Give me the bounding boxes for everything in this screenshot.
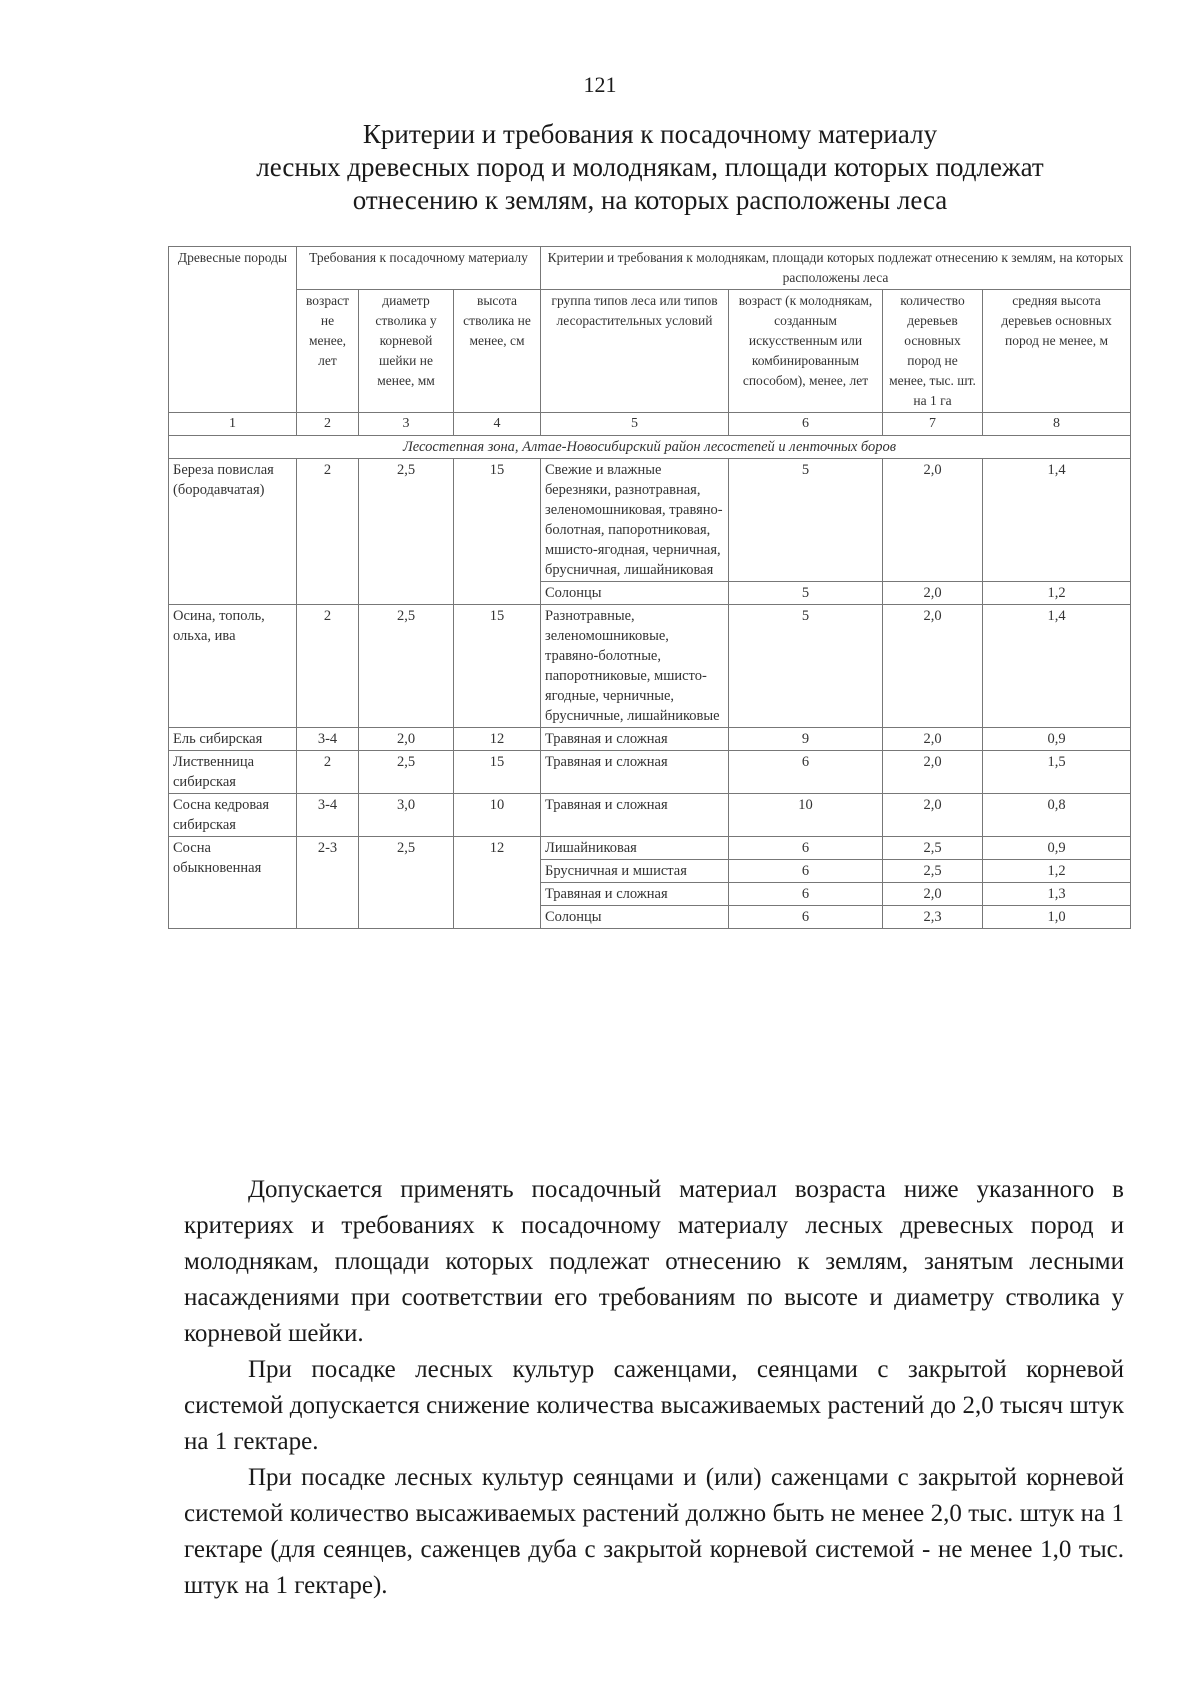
column-number: 4 bbox=[454, 413, 541, 436]
header-avg-height: средняя высота деревьев основных пород не менее, м bbox=[983, 290, 1131, 413]
criteria-table bbox=[168, 246, 1131, 929]
avg-height-cell: 1,5 bbox=[983, 751, 1131, 794]
forest-type-cell: Травяная и сложная bbox=[541, 728, 729, 751]
forest-type-cell: Лишайниковая bbox=[541, 837, 729, 860]
table-row bbox=[169, 728, 1131, 751]
column-number-row bbox=[169, 413, 1131, 436]
forest-type-cell: Солонцы bbox=[541, 582, 729, 605]
avg-height-cell: 1,2 bbox=[983, 860, 1131, 883]
column-number: 6 bbox=[729, 413, 883, 436]
diameter-cell: 2,0 bbox=[359, 728, 454, 751]
avg-height-cell: 0,8 bbox=[983, 794, 1131, 837]
age-cell: 2 bbox=[297, 605, 359, 728]
table-row bbox=[169, 837, 1131, 860]
species-cell: Береза повислая (бородавчатая) bbox=[169, 459, 297, 605]
forest-type-cell: Травяная и сложная bbox=[541, 883, 729, 906]
height-cell: 10 bbox=[454, 794, 541, 837]
paragraph: При посадке лесных культур сеянцами и (или) саженцами с закрытой корневой системой количество высаживаемых растений должно быть не менее 2,0 тыс. штук на 1 гектаре (для сеянцев, саженцев дуба с закрытой корневой системой - не менее 1,0 тыс. штук на 1 гектаре). bbox=[184, 1464, 1124, 1599]
diameter-cell: 2,5 bbox=[359, 459, 454, 605]
table-row bbox=[169, 459, 1131, 582]
avg-height-cell: 1,4 bbox=[983, 459, 1131, 582]
young-age-cell: 6 bbox=[729, 883, 883, 906]
tree-count-cell: 2,5 bbox=[883, 860, 983, 883]
header-forest-type: группа типов леса или типов лесорастительных условий bbox=[541, 290, 729, 413]
zone-label: Лесостепная зона, Алтае-Новосибирский район лесостепей и ленточных боров bbox=[169, 436, 1131, 459]
diameter-cell: 2,5 bbox=[359, 837, 454, 929]
document-title bbox=[200, 118, 1100, 217]
avg-height-cell: 1,2 bbox=[983, 582, 1131, 605]
height-cell: 12 bbox=[454, 837, 541, 929]
species-cell: Осина, тополь, ольха, ива bbox=[169, 605, 297, 728]
paragraph: Допускается применять посадочный материал возраста ниже указанного в критериях и требованиях к посадочному материалу лесных древесных пород и молоднякам, площади которых подлежат отнесению к землям, занятым лесными насаждениями при соответствии его требованиям по высоте и диаметру стволика у корневой шейки. bbox=[184, 1176, 1124, 1347]
body-text bbox=[184, 1172, 1124, 1604]
species-cell: Ель сибирская bbox=[169, 728, 297, 751]
title-line: лесных древесных пород и молоднякам, площади которых подлежат bbox=[256, 152, 1044, 182]
age-cell: 3-4 bbox=[297, 728, 359, 751]
page-number: 121 bbox=[583, 72, 617, 97]
table-row bbox=[169, 605, 1131, 728]
header-planting-material: Требования к посадочному материалу bbox=[297, 247, 541, 290]
forest-type-cell: Травяная и сложная bbox=[541, 794, 729, 837]
young-age-cell: 9 bbox=[729, 728, 883, 751]
young-age-cell: 5 bbox=[729, 605, 883, 728]
avg-height-cell: 1,3 bbox=[983, 883, 1131, 906]
column-number: 1 bbox=[169, 413, 297, 436]
title-line: Критерии и требования к посадочному материалу bbox=[362, 119, 938, 149]
young-age-cell: 5 bbox=[729, 582, 883, 605]
height-cell: 15 bbox=[454, 459, 541, 605]
title-line: отнесению к землям, на которых расположены леса bbox=[352, 185, 948, 215]
diameter-cell: 3,0 bbox=[359, 794, 454, 837]
column-number: 2 bbox=[297, 413, 359, 436]
age-cell: 2 bbox=[297, 751, 359, 794]
tree-count-cell: 2,0 bbox=[883, 751, 983, 794]
tree-count-cell: 2,3 bbox=[883, 906, 983, 929]
column-number: 8 bbox=[983, 413, 1131, 436]
tree-count-cell: 2,0 bbox=[883, 605, 983, 728]
species-cell: Сосна кедровая сибирская bbox=[169, 794, 297, 837]
header-age: возраст не менее, лет bbox=[297, 290, 359, 413]
column-number: 5 bbox=[541, 413, 729, 436]
avg-height-cell: 0,9 bbox=[983, 728, 1131, 751]
paragraph: При посадке лесных культур саженцами, сеянцами с закрытой корневой системой допускается снижение количества высаживаемых растений до 2,0 тысяч штук на 1 гектаре. bbox=[184, 1356, 1124, 1455]
tree-count-cell: 2,0 bbox=[883, 794, 983, 837]
tree-count-cell: 2,0 bbox=[883, 883, 983, 906]
young-age-cell: 6 bbox=[729, 906, 883, 929]
column-number: 3 bbox=[359, 413, 454, 436]
tree-count-cell: 2,0 bbox=[883, 582, 983, 605]
young-age-cell: 5 bbox=[729, 459, 883, 582]
species-cell: Сосна обыкновенная bbox=[169, 837, 297, 929]
forest-type-cell: Свежие и влажные березняки, разнотравная, зеленомошниковая, травяно-болотная, папоротниковая, мшисто-ягодная, черничная, брусничная, лишайниковая bbox=[541, 459, 729, 582]
tree-count-cell: 2,5 bbox=[883, 837, 983, 860]
age-cell: 2 bbox=[297, 459, 359, 605]
tree-count-cell: 2,0 bbox=[883, 459, 983, 582]
table-row bbox=[169, 751, 1131, 794]
header-young-stands: Критерии и требования к молоднякам, площади которых подлежат отнесению к землям, на которых расположены леса bbox=[541, 247, 1131, 290]
forest-type-cell: Травяная и сложная bbox=[541, 751, 729, 794]
zone-row bbox=[169, 436, 1131, 459]
column-number: 7 bbox=[883, 413, 983, 436]
diameter-cell: 2,5 bbox=[359, 605, 454, 728]
header-young-age: возраст (к молоднякам, созданным искусственным или комбинированным способом), менее, лет bbox=[729, 290, 883, 413]
header-diameter: диаметр стволика у корневой шейки не менее, мм bbox=[359, 290, 454, 413]
forest-type-cell: Солонцы bbox=[541, 906, 729, 929]
header-species: Древесные породы bbox=[169, 247, 297, 413]
height-cell: 15 bbox=[454, 751, 541, 794]
age-cell: 2-3 bbox=[297, 837, 359, 929]
header-height: высота стволика не менее, см bbox=[454, 290, 541, 413]
avg-height-cell: 1,4 bbox=[983, 605, 1131, 728]
diameter-cell: 2,5 bbox=[359, 751, 454, 794]
height-cell: 12 bbox=[454, 728, 541, 751]
age-cell: 3-4 bbox=[297, 794, 359, 837]
tree-count-cell: 2,0 bbox=[883, 728, 983, 751]
forest-type-cell: Брусничная и мшистая bbox=[541, 860, 729, 883]
young-age-cell: 6 bbox=[729, 860, 883, 883]
header-tree-count: количество деревьев основных пород не менее, тыс. шт. на 1 га bbox=[883, 290, 983, 413]
avg-height-cell: 0,9 bbox=[983, 837, 1131, 860]
species-cell: Лиственница сибирская bbox=[169, 751, 297, 794]
young-age-cell: 6 bbox=[729, 837, 883, 860]
forest-type-cell: Разнотравные, зеленомошниковые, травяно-болотные, папоротниковые, мшисто-ягодные, черничные, брусничные, лишайниковые bbox=[541, 605, 729, 728]
height-cell: 15 bbox=[454, 605, 541, 728]
table-row bbox=[169, 794, 1131, 837]
avg-height-cell: 1,0 bbox=[983, 906, 1131, 929]
young-age-cell: 6 bbox=[729, 751, 883, 794]
young-age-cell: 10 bbox=[729, 794, 883, 837]
